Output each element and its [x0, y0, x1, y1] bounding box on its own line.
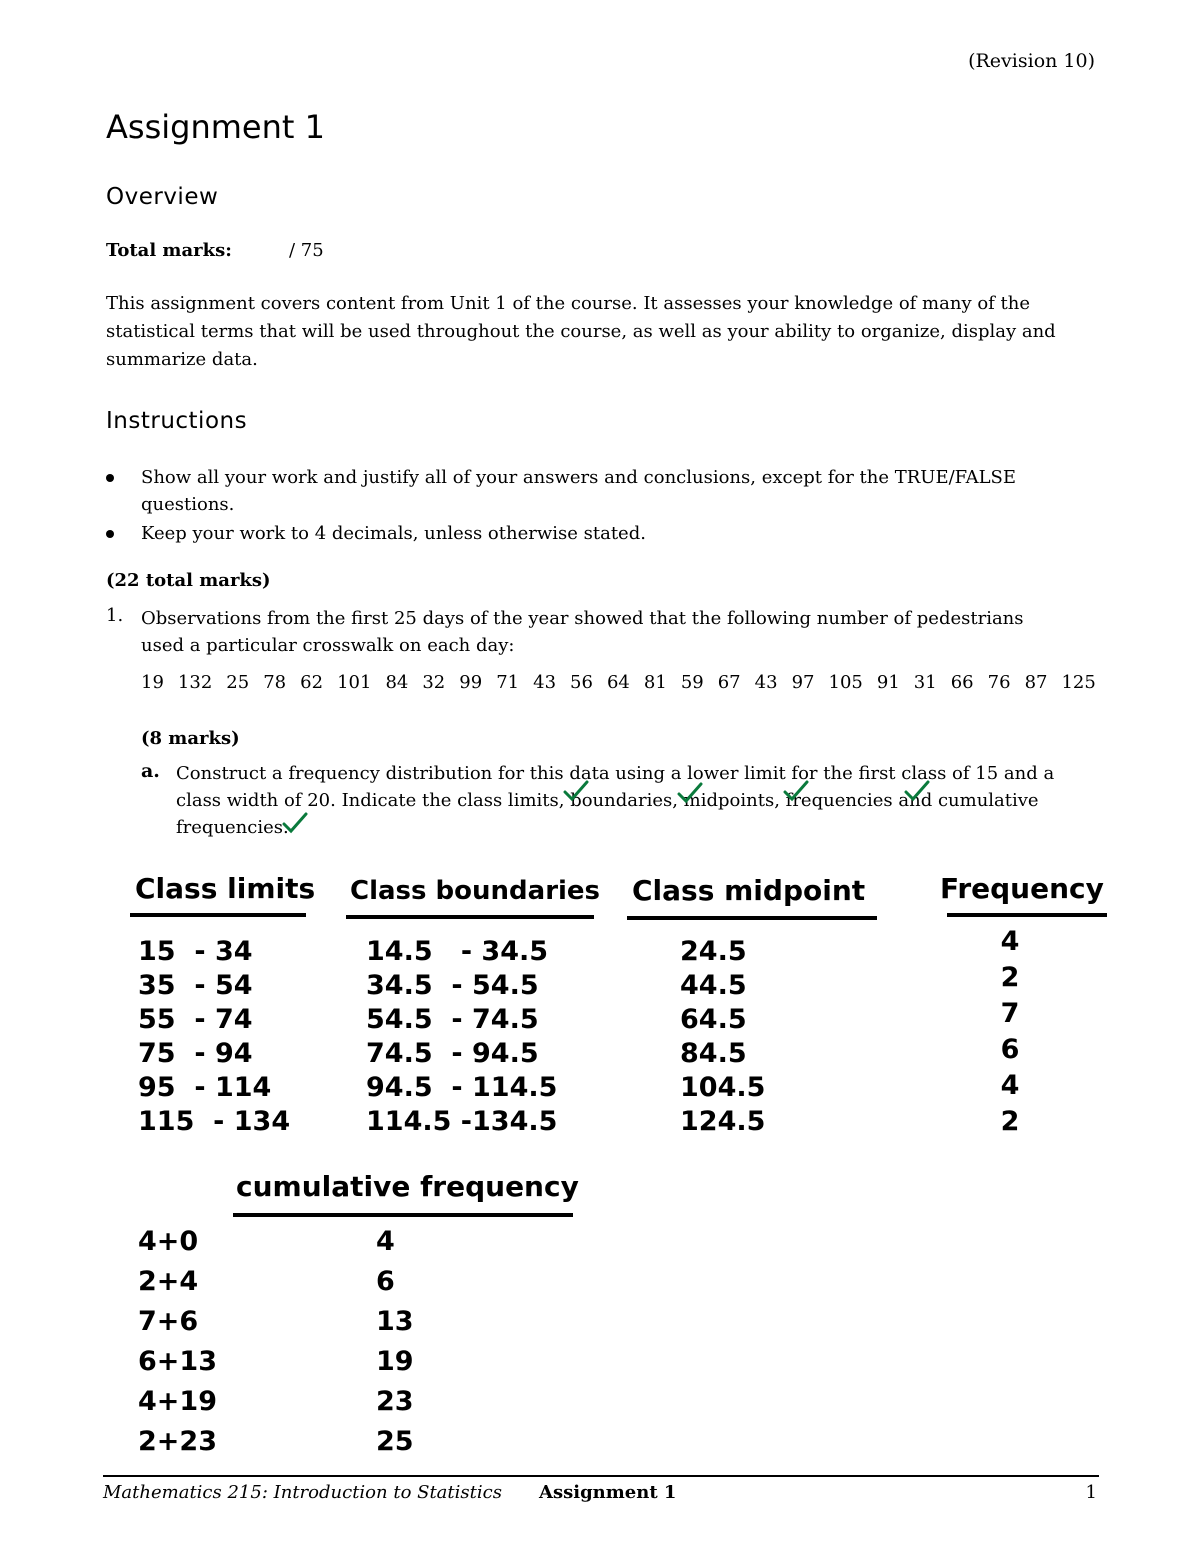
observation-value: 56	[570, 672, 593, 693]
class-midpoint-cell: 104.5	[680, 1072, 766, 1103]
frequency-cell: 6	[1000, 1034, 1020, 1065]
instruction-item	[106, 520, 1096, 547]
class-limit-cell: 15 - 34	[138, 936, 253, 967]
cumulative-value-cell: 23	[376, 1386, 414, 1417]
overview-heading: Overview	[106, 184, 219, 210]
instructions-heading: Instructions	[106, 408, 248, 434]
page-title: Assignment 1	[106, 108, 325, 146]
bullet-icon	[106, 530, 114, 538]
observations-list	[141, 672, 1096, 693]
bullet-icon	[106, 474, 114, 482]
observation-value: 81	[643, 672, 667, 693]
divider	[130, 913, 306, 917]
observation-value: 59	[680, 672, 704, 693]
observation-value: 76	[987, 672, 1011, 693]
class-boundary-cell: 54.5 - 74.5	[366, 1004, 539, 1035]
check-mark-icon	[677, 782, 703, 804]
class-midpoint-cell: 124.5	[680, 1106, 766, 1137]
cumulative-work-cell: 7+6	[138, 1306, 199, 1337]
instruction-item	[106, 464, 1096, 518]
question-number: 1.	[106, 605, 124, 626]
instruction-text: Keep your work to 4 decimals, unless otherwise stated.	[141, 523, 646, 544]
class-midpoint-cell: 84.5	[680, 1038, 747, 1069]
cumulative-work-cell: 2+23	[138, 1426, 217, 1457]
check-mark-icon	[563, 780, 589, 802]
observation-value: 43	[533, 672, 557, 693]
class-boundary-cell: 74.5 - 94.5	[366, 1038, 539, 1069]
class-midpoint-cell: 24.5	[680, 936, 747, 967]
class-limits-heading: Class limits	[135, 872, 316, 905]
total-marks-value: / 75	[289, 240, 324, 261]
frequency-cell: 4	[1000, 926, 1020, 957]
cumulative-value-cell: 6	[376, 1266, 395, 1297]
class-limit-cell: 35 - 54	[138, 970, 253, 1001]
observation-value: 19	[141, 672, 164, 693]
class-midpoint-heading: Class midpoint	[632, 874, 866, 907]
observation-value: 67	[717, 672, 741, 693]
observation-value: 25	[226, 672, 250, 693]
observation-value: 64	[606, 672, 630, 693]
page-number: 1	[1085, 1482, 1097, 1503]
cumulative-value-cell: 13	[376, 1306, 414, 1337]
part-a-letter: a.	[141, 760, 160, 782]
footer-divider	[103, 1475, 1099, 1477]
class-boundary-cell: 34.5 - 54.5	[366, 970, 539, 1001]
cumulative-value-cell: 4	[376, 1226, 395, 1257]
class-midpoint-column	[680, 935, 765, 1139]
cumulative-value-cell: 25	[376, 1426, 414, 1457]
observation-value: 62	[300, 672, 324, 693]
check-mark-icon	[904, 780, 930, 802]
check-mark-icon	[783, 780, 809, 802]
total-marks-label: Total marks:	[106, 240, 232, 261]
part-a-marks: (8 marks)	[141, 728, 240, 749]
observation-value: 99	[459, 672, 483, 693]
footer-assignment: Assignment 1	[539, 1482, 677, 1503]
check-mark-icon	[282, 812, 308, 834]
question-text: Observations from the first 25 days of the year showed that the following number of pedestrians used a particular crosswalk on each day:	[141, 608, 1024, 656]
class-limit-cell: 95 - 114	[138, 1072, 272, 1103]
class-limit-cell: 115 - 134	[138, 1106, 291, 1137]
class-limit-cell: 55 - 74	[138, 1004, 253, 1035]
revision-label: (Revision 10)	[968, 50, 1095, 72]
observation-value: 97	[791, 672, 815, 693]
class-limit-cell: 75 - 94	[138, 1038, 253, 1069]
frequency-heading: Frequency	[940, 872, 1104, 905]
observation-value: 66	[950, 672, 974, 693]
question-marks: (22 total marks)	[106, 570, 271, 591]
observation-value: 32	[422, 672, 446, 693]
observation-value: 132	[177, 672, 213, 693]
divider	[627, 916, 877, 920]
cumulative-values-column	[376, 1222, 414, 1462]
observation-value: 78	[263, 672, 287, 693]
cumulative-work-cell: 4+19	[138, 1386, 217, 1417]
class-limits-column	[138, 935, 290, 1139]
divider	[346, 915, 594, 919]
class-boundaries-column	[366, 935, 557, 1139]
part-a-text: Construct a frequency distribution for this data using a lower limit for the first class of 15 and a class width of 20. Indicate the class limits, boundaries, midpoints, frequencies and cumulative frequencies.	[176, 763, 1055, 838]
divider	[947, 913, 1107, 917]
cumulative-work-cell: 4+0	[138, 1226, 199, 1257]
instruction-text: Show all your work and justify all of your answers and conclusions, except for the TRUE/FALSE questions.	[141, 467, 1017, 515]
observation-value: 43	[754, 672, 778, 693]
frequency-cell: 2	[1000, 962, 1020, 993]
class-boundary-cell: 114.5 -134.5	[366, 1106, 558, 1137]
observation-value: 71	[496, 672, 520, 693]
cumulative-work-cell: 2+4	[138, 1266, 199, 1297]
frequency-cell: 7	[1000, 998, 1020, 1029]
cumulative-work-cell: 6+13	[138, 1346, 217, 1377]
observation-value: 125	[1061, 672, 1096, 693]
observation-value: 101	[337, 672, 372, 693]
observation-value: 31	[913, 672, 937, 693]
frequency-column	[995, 925, 1025, 1141]
observation-value: 91	[876, 672, 900, 693]
observation-value: 87	[1024, 672, 1048, 693]
cumulative-frequency-heading: cumulative frequency	[236, 1170, 579, 1203]
class-boundary-cell: 94.5 - 114.5	[366, 1072, 558, 1103]
observation-value: 84	[385, 672, 409, 693]
overview-intro: This assignment covers content from Unit 1 of the course. It assesses your knowledge of many of the statistical terms that will be used throughout the course, as well as your ability to organize, display and summarize data.	[106, 293, 1056, 370]
cumulative-work-column	[138, 1222, 217, 1462]
class-boundary-cell: 14.5 - 34.5	[366, 936, 549, 967]
class-midpoint-cell: 44.5	[680, 970, 747, 1001]
class-midpoint-cell: 64.5	[680, 1004, 747, 1035]
divider	[233, 1213, 573, 1217]
observation-value: 105	[828, 672, 863, 693]
cumulative-value-cell: 19	[376, 1346, 414, 1377]
frequency-cell: 2	[1000, 1106, 1020, 1137]
class-boundaries-heading: Class boundaries	[350, 876, 601, 906]
frequency-cell: 4	[1000, 1070, 1020, 1101]
footer-course: Mathematics 215: Introduction to Statistics	[103, 1482, 502, 1503]
